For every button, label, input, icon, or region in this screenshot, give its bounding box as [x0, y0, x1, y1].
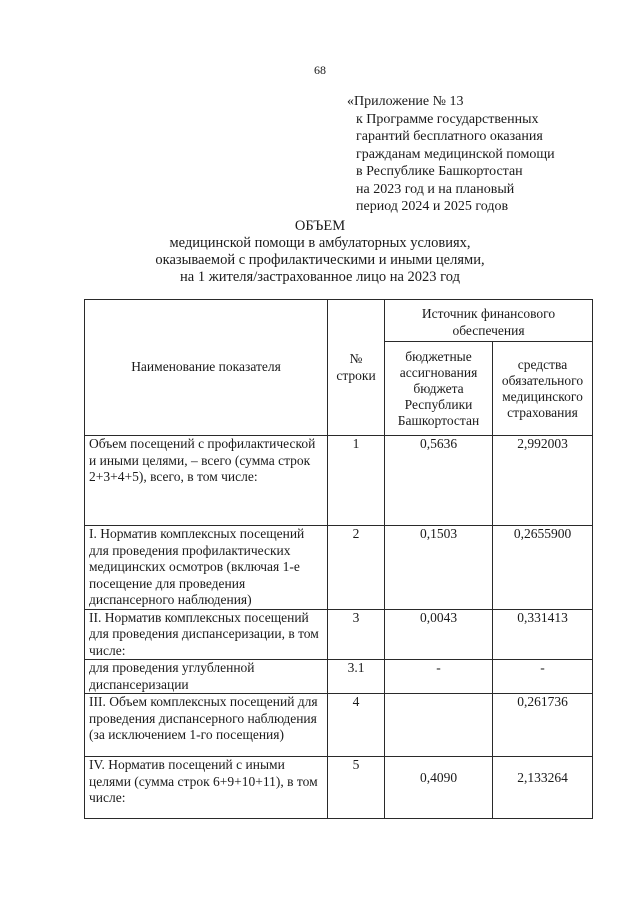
row-budget-value: 0,5636 [385, 436, 493, 526]
appendix-title: «Приложение № 13 [347, 94, 464, 109]
row-budget-value: 0,4090 [385, 757, 493, 819]
row-budget-value [385, 694, 493, 757]
header-oms: средства обязательного медицинского страхования [493, 342, 593, 436]
appendix-line: гарантий бесплатного оказания [356, 129, 543, 144]
row-number: 3 [328, 609, 385, 660]
row-budget-value: 0,0043 [385, 609, 493, 660]
header-budget: бюджетные ассигнования бюджета Республики Башкортостан [385, 342, 493, 436]
row-oms-value: 2,992003 [493, 436, 593, 526]
title-line: медицинской помощи в амбулаторных условиях, [169, 235, 471, 251]
appendix-line: гражданам медицинской помощи [356, 146, 555, 162]
appendix-line: в Республике Башкортостан [356, 164, 523, 179]
row-oms-value: 0,331413 [493, 609, 593, 660]
row-number: 5 [328, 757, 385, 819]
row-number: 1 [328, 436, 385, 526]
appendix-line: к Программе государственных [356, 111, 539, 127]
row-budget-value: - [385, 660, 493, 694]
table-row [85, 609, 593, 660]
appendix-line: на 2023 год и на плановый [356, 181, 515, 197]
row-name: III. Объем комплексных посещений для проведения диспансерного наблюдения (за исключением 1-го посещения) [85, 694, 328, 757]
row-number: 4 [328, 694, 385, 757]
page-number: 68 [314, 63, 326, 77]
title-line: на 1 жителя/застрахованное лицо на 2023 год [180, 269, 460, 285]
row-oms-value: 0,261736 [493, 694, 593, 757]
appendix-header [347, 93, 555, 216]
row-oms-value: - [493, 660, 593, 694]
row-name: для проведения углубленной диспансеризации [85, 660, 328, 694]
title-heading: ОБЪЕМ [294, 218, 346, 234]
header-source: Источник финансового обеспечения [385, 300, 593, 342]
table-row [85, 757, 593, 819]
table-row [85, 526, 593, 610]
row-oms-value: 0,2655900 [493, 526, 593, 610]
row-oms-value: 2,133264 [493, 757, 593, 819]
table-row [85, 660, 593, 694]
row-name: I. Норматив комплексных посещений для проведения профилактических медицинских осмотров (включая 1-е посещение для проведения диспансерного наблюдения) [85, 526, 328, 610]
title-line: оказываемой с профилактическими и иными целями, [155, 252, 485, 268]
appendix-line: период 2024 и 2025 годов [356, 199, 509, 214]
table-row [85, 436, 593, 526]
row-name: IV. Норматив посещений с иными целями (сумма строк 6+9+10+11), в том числе: [85, 757, 328, 819]
row-name: II. Норматив комплексных посещений для проведения диспансеризации, в том числе: [85, 609, 328, 660]
table-row [85, 694, 593, 757]
row-budget-value: 0,1503 [385, 526, 493, 610]
table-header-row [85, 300, 593, 342]
row-name: Объем посещений с профилактической и иными целями, – всего (сумма строк 2+3+4+5), всего, в том числе: [85, 436, 328, 526]
row-number: 3.1 [328, 660, 385, 694]
row-number: 2 [328, 526, 385, 610]
volume-table [84, 299, 593, 819]
header-row-number: № строки [328, 300, 385, 436]
header-name: Наименование показателя [85, 300, 328, 436]
document-title [0, 218, 640, 286]
